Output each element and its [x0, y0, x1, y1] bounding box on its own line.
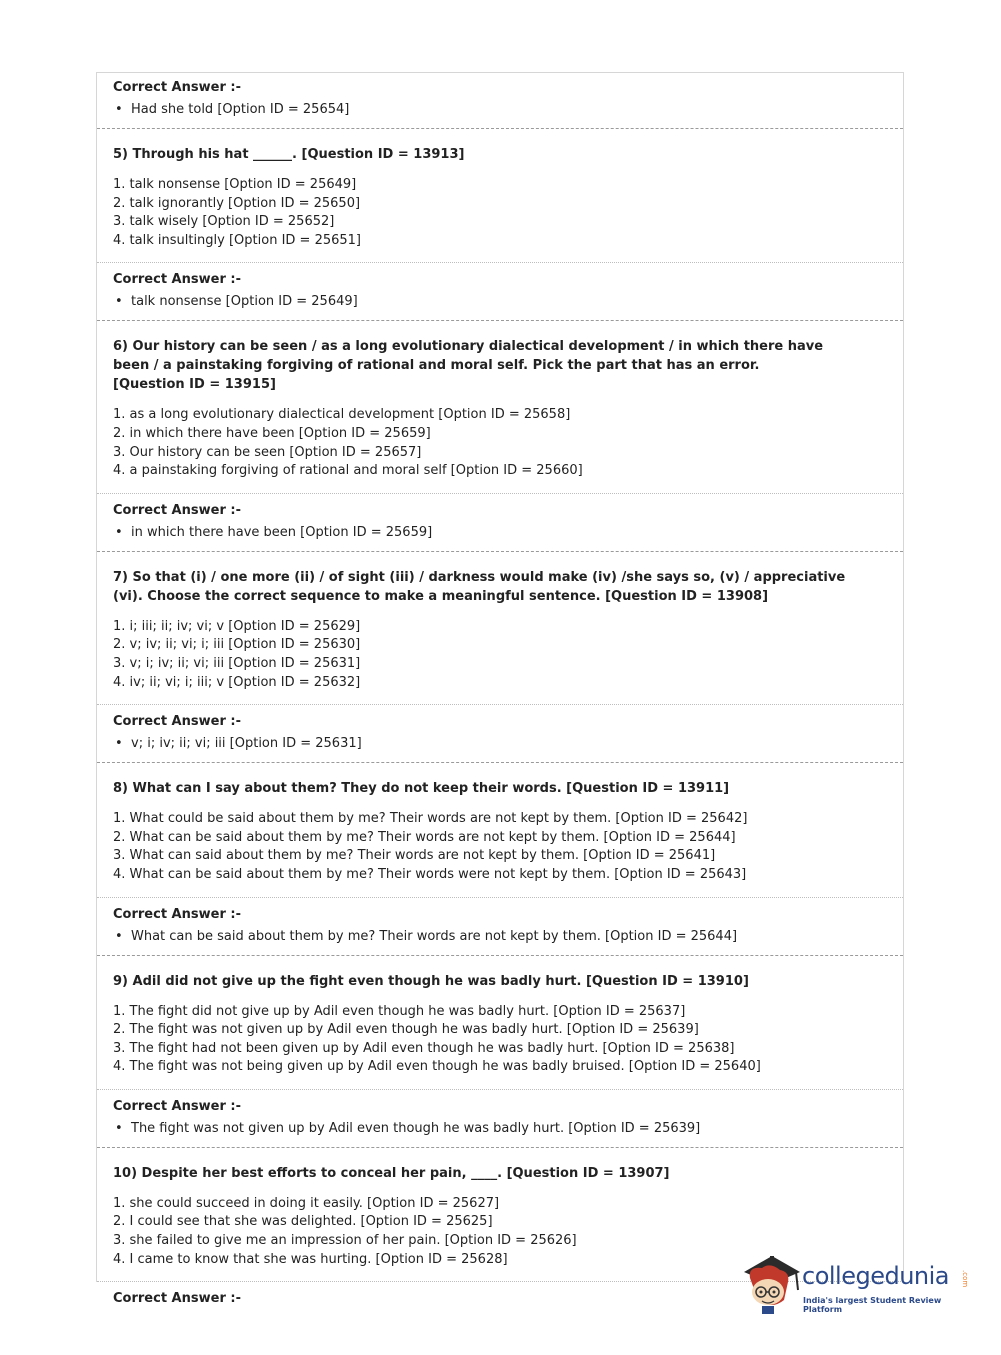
answer-label: Correct Answer :-	[113, 714, 241, 730]
logo-wordmark: collegedunia	[802, 1262, 950, 1290]
answer-label: Correct Answer :-	[113, 1098, 241, 1114]
answer-block-4	[97, 73, 903, 128]
option-item: 2. v; iv; ii; vi; i; iii [Option ID = 25630]	[113, 637, 361, 653]
question-9	[97, 956, 903, 1089]
option-item: 2. What can be said about them by me? Their words are not kept by them. [Option ID = 25644]	[113, 829, 736, 845]
question-8	[97, 763, 903, 896]
option-list	[113, 406, 887, 480]
option-item: 2. I could see that she was delighted. [Option ID = 25625]	[113, 1214, 493, 1230]
option-item: 1. The fight did not give up by Adil even though he was badly hurt. [Option ID = 25637]	[113, 1003, 686, 1019]
answer-label: Correct Answer :-	[113, 906, 241, 922]
option-item: 4. What can be said about them by me? Their words were not kept by them. [Option ID = 25643]	[113, 866, 747, 882]
answer-value: • Had she told [Option ID = 25654]	[113, 100, 887, 120]
answer-value: • The fight was not given up by Adil even though he was badly hurt. [Option ID = 25639]	[113, 1119, 887, 1139]
answer-value: • What can be said about them by me? Their words are not kept by them. [Option ID = 25644]	[113, 927, 887, 947]
answer-label: Correct Answer :-	[113, 502, 241, 518]
option-item: 3. Our history can be seen [Option ID = 25657]	[113, 444, 422, 460]
option-list	[113, 618, 887, 692]
answer-block-8	[97, 898, 903, 955]
option-list	[113, 176, 887, 250]
option-list	[113, 810, 887, 884]
option-item: 4. iv; ii; vi; i; iii; v [Option ID = 25632]	[113, 674, 361, 690]
option-list	[113, 1003, 887, 1077]
question-7	[97, 552, 903, 704]
question-5	[97, 129, 903, 262]
logo-tagline: India's largest Student Review Platform	[803, 1296, 942, 1314]
option-item: 2. The fight was not given up by Adil even though he was badly hurt. [Option ID = 25639]	[113, 1022, 699, 1038]
option-item: 3. she failed to give me an impression of her pain. [Option ID = 25626]	[113, 1233, 577, 1249]
option-item: 4. I came to know that she was hurting. [Option ID = 25628]	[113, 1251, 508, 1267]
option-item: 1. talk nonsense [Option ID = 25649]	[113, 177, 357, 192]
option-item: 1. i; iii; ii; iv; vi; v [Option ID = 25629]	[113, 618, 361, 634]
answer-label: Correct Answer :-	[113, 272, 241, 288]
option-item: 2. in which there have been [Option ID = 25659]	[113, 425, 431, 441]
question-title: 8) What can I say about them? They do not keep their words. [Question ID = 13911]	[113, 781, 730, 797]
answer-block-9	[97, 1090, 903, 1147]
collegedunia-logo	[740, 1248, 970, 1318]
option-item: 3. talk wisely [Option ID = 25652]	[113, 214, 335, 230]
mascot-icon	[740, 1248, 802, 1318]
answer-block-7	[97, 705, 903, 762]
option-item: 1. as a long evolutionary dialectical development [Option ID = 25658]	[113, 407, 571, 423]
answer-block-6	[97, 494, 903, 551]
question-title: 5) Through his hat ______. [Question ID = 13913]	[113, 147, 465, 162]
option-item: 3. v; i; iv; ii; vi; iii [Option ID = 25631]	[113, 655, 361, 671]
option-item: 4. The fight was not being given up by Adil even though he was badly bruised. [Option ID = 25640]	[113, 1059, 761, 1075]
option-item: 3. The fight had not been given up by Adil even though he was badly hurt. [Option ID = 25638]	[113, 1040, 735, 1056]
option-item: 4. a painstaking forgiving of rational and moral self [Option ID = 25660]	[113, 463, 583, 479]
answer-label: Correct Answer :-	[113, 1291, 241, 1307]
question-title: 10) Despite her best efforts to conceal her pain, ____. [Question ID = 13907]	[113, 1165, 670, 1181]
question-title: 6) Our history can be seen / as a long evolutionary dialectical development / in which there have been / a painstaking forgiving of rational and moral self. Pick the part that has an error. [Question ID = 13915]	[113, 339, 824, 393]
answer-value: • talk nonsense [Option ID = 25649]	[113, 292, 887, 312]
question-title: 9) Adil did not give up the fight even though he was badly hurt. [Question ID = 13910]	[113, 973, 749, 989]
logo-suffix: .com	[961, 1270, 969, 1288]
option-item: 1. What could be said about them by me? Their words are not kept by them. [Option ID = 25642]	[113, 811, 748, 827]
option-item: 4. talk insultingly [Option ID = 25651]	[113, 232, 362, 248]
answer-value: • in which there have been [Option ID = 25659]	[113, 523, 887, 543]
answer-label: Correct Answer :-	[113, 80, 241, 95]
question-title: 7) So that (i) / one more (ii) / of sight (iii) / darkness would make (iv) /she says so, (v) / appreciative (vi). Choose the correct sequence to make a meaningful sentence. [Question ID = 13908]	[113, 569, 846, 604]
question-6	[97, 321, 903, 492]
option-item: 2. talk ignorantly [Option ID = 25650]	[113, 195, 361, 211]
answer-block-5	[97, 263, 903, 320]
answer-value: • v; i; iv; ii; vi; iii [Option ID = 25631]	[113, 734, 887, 754]
option-item: 1. she could succeed in doing it easily. [Option ID = 25627]	[113, 1195, 500, 1211]
option-item: 3. What can said about them by me? Their words are not kept by them. [Option ID = 25641]	[113, 848, 716, 864]
